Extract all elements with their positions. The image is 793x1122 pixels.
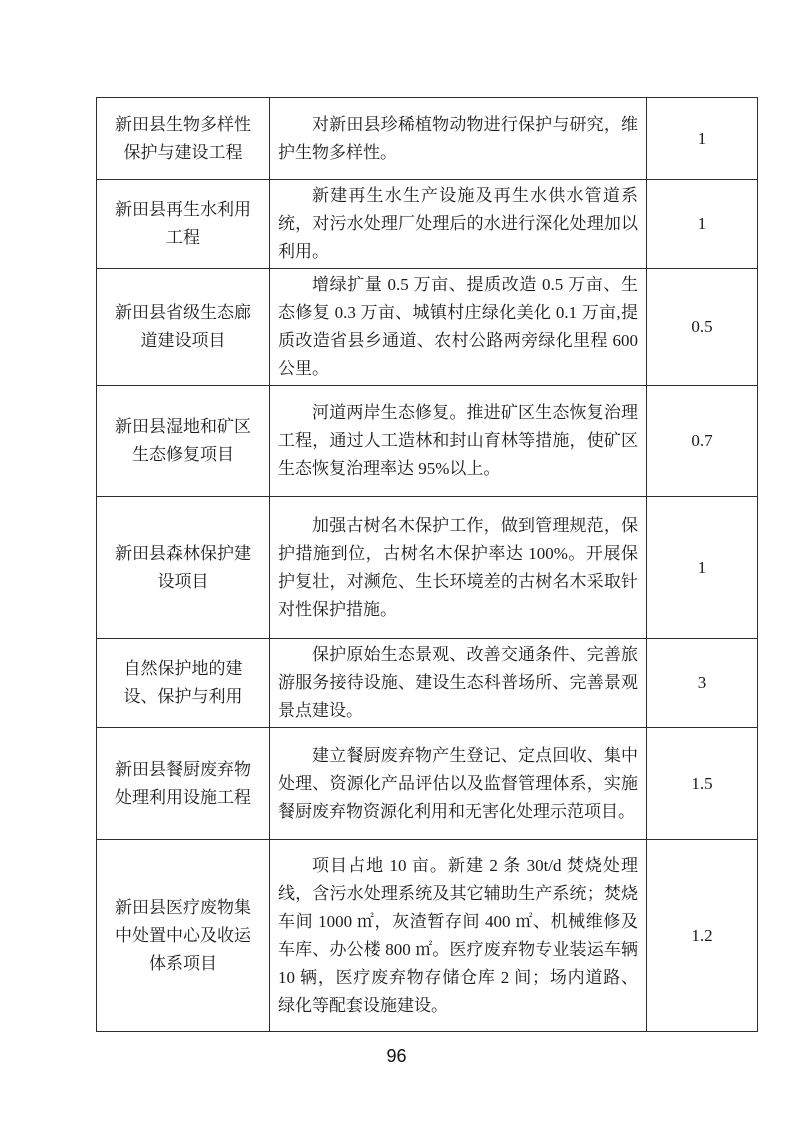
project-description-cell: 保护原始生态景观、改善交通条件、完善旅游服务接待设施、建设生态科普场所、完善景观景点建设。 <box>270 639 647 728</box>
project-table-body <box>97 98 758 1032</box>
project-name-cell: 新田县餐厨废弃物处理利用设施工程 <box>97 728 270 840</box>
project-value-cell: 3 <box>647 639 758 728</box>
project-description-cell: 对新田县珍稀植物动物进行保护与研究，维护生物多样性。 <box>270 98 647 180</box>
project-value-cell: 1.5 <box>647 728 758 840</box>
project-description-cell: 增绿扩量 0.5 万亩、提质改造 0.5 万亩、生态修复 0.3 万亩、城镇村庄绿化美化 0.1 万亩,提质改造省县乡通道、农村公路两旁绿化里程 600 公里。 <box>270 269 647 386</box>
project-value-cell: 1 <box>647 98 758 180</box>
project-description-cell: 新建再生水生产设施及再生水供水管道系统，对污水处理厂处理后的水进行深化处理加以利用。 <box>270 180 647 269</box>
project-value-cell: 0.5 <box>647 269 758 386</box>
project-value-cell: 0.7 <box>647 386 758 497</box>
project-name-cell: 新田县森林保护建设项目 <box>97 497 270 639</box>
project-value-cell: 1.2 <box>647 840 758 1032</box>
project-name-cell: 新田县湿地和矿区生态修复项目 <box>97 386 270 497</box>
table-row <box>97 386 758 497</box>
table-row <box>97 180 758 269</box>
table-row <box>97 840 758 1032</box>
project-name-cell: 自然保护地的建设、保护与利用 <box>97 639 270 728</box>
project-name-cell: 新田县生物多样性保护与建设工程 <box>97 98 270 180</box>
table-row <box>97 728 758 840</box>
project-description-cell: 加强古树名木保护工作，做到管理规范，保护措施到位，古树名木保护率达 100%。开展保护复壮，对濒危、生长环境差的古树名木采取针对性保护措施。 <box>270 497 647 639</box>
project-name-cell: 新田县省级生态廊道建设项目 <box>97 269 270 386</box>
table-row <box>97 98 758 180</box>
table-row <box>97 497 758 639</box>
project-value-cell: 1 <box>647 497 758 639</box>
project-value-cell: 1 <box>647 180 758 269</box>
project-description-cell: 项目占地 10 亩。新建 2 条 30t/d 焚烧处理线，含污水处理系统及其它辅助生产系统；焚烧车间 1000 ㎡，灰渣暂存间 400 ㎡、机械维修及车库、办公楼 800 ㎡。医疗废弃物专业装运车辆 10 辆，医疗废弃物存储仓库 2 间；场内道路、绿化等配套设施建设。 <box>270 840 647 1032</box>
project-description-cell: 建立餐厨废弃物产生登记、定点回收、集中处理、资源化产品评估以及监督管理体系，实施餐厨废弃物资源化利用和无害化处理示范项目。 <box>270 728 647 840</box>
project-table <box>96 97 758 1032</box>
table-row <box>97 639 758 728</box>
project-name-cell: 新田县再生水利用工程 <box>97 180 270 269</box>
project-name-cell: 新田县医疗废物集中处置中心及收运体系项目 <box>97 840 270 1032</box>
page-number: 96 <box>386 1046 407 1066</box>
project-description-cell: 河道两岸生态修复。推进矿区生态恢复治理工程，通过人工造林和封山育林等措施，使矿区生态恢复治理率达 95%以上。 <box>270 386 647 497</box>
table-row <box>97 269 758 386</box>
